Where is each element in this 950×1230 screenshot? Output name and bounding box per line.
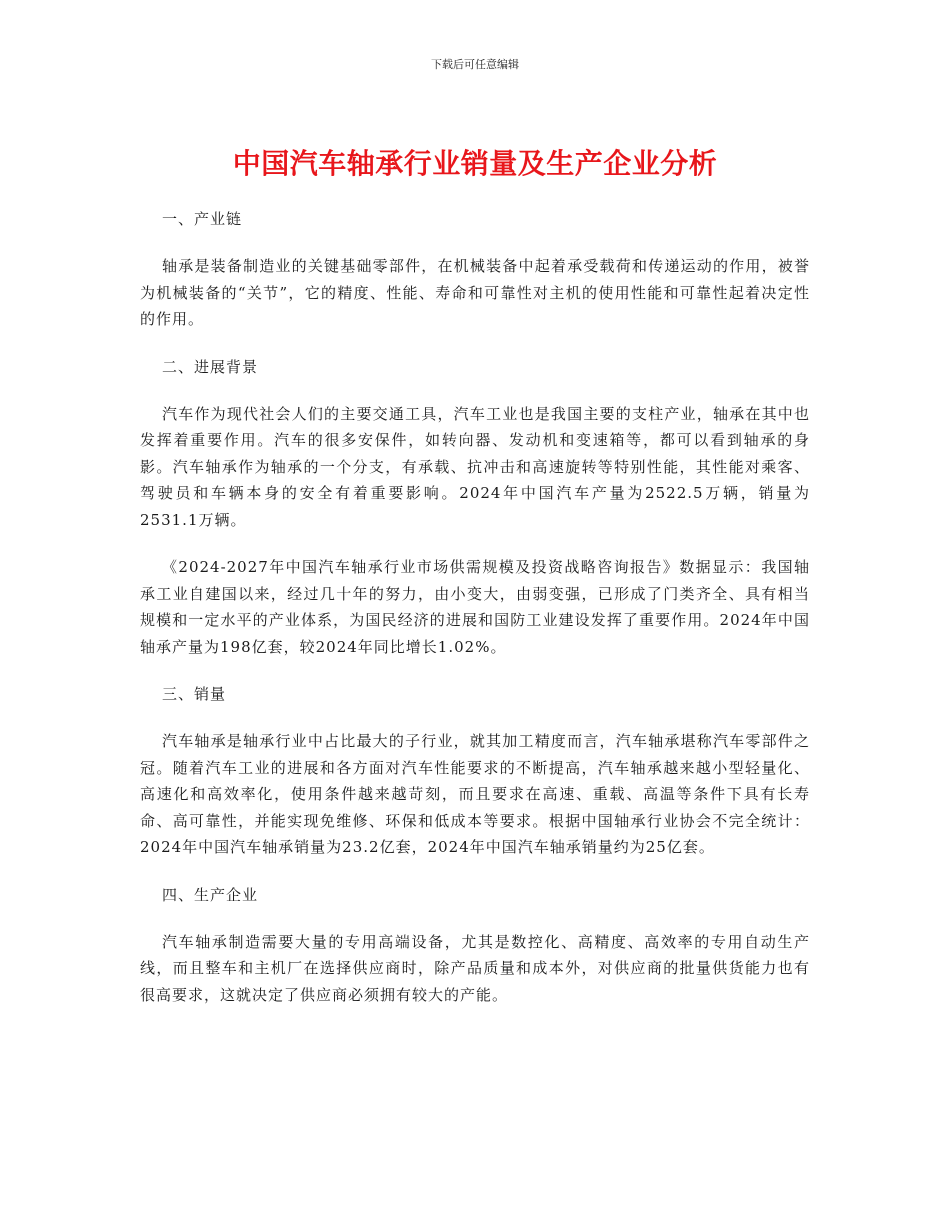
section-industry-chain [140, 206, 810, 333]
paragraph: 《2024-2027年中国汽车轴承行业市场供需规模及投资战略咨询报告》数据显示：我国轴承工业自建国以来，经过几十年的努力，由小变大，由弱变强，已形成了门类齐全、具有相当规模和一定水平的产业体系，为国民经济的进展和国防工业建设发挥了重要作用。2024年中国轴承产量为198亿套，较2024年同比增长1.02%。 [140, 558, 810, 656]
section-heading: 一、产业链 [162, 210, 243, 228]
paragraph: 汽车作为现代社会人们的主要交通工具，汽车工业也是我国主要的支柱产业，轴承在其中也发挥着重要作用。汽车的很多安保件，如转向器、发动机和变速箱等，都可以看到轴承的身影。汽车轴承作为轴承的一个分支，有承载、抗冲击和高速旋转等特别性能，其性能对乘客、驾驶员和车辆本身的安全有着重要影响。2024年中国汽车产量为2522.5万辆，销量为2531.1万辆。 [140, 404, 810, 529]
section-heading: 三、销量 [162, 685, 227, 703]
header-note: 下载后可任意编辑 [431, 58, 519, 71]
section-manufacturers [140, 882, 810, 1009]
page-title: 中国汽车轴承行业销量及生产企业分析 [232, 147, 718, 180]
section-heading: 二、进展背景 [162, 357, 259, 376]
paragraph: 汽车轴承是轴承行业中占比最大的子行业，就其加工精度而言，汽车轴承堪称汽车零部件之冠。随着汽车工业的进展和各方面对汽车性能要求的不断提高，汽车轴承越来越小型轻量化、高速化和高效率化，使用条件越来越苛刻，而且要求在高速、重载、高温等条件下具有长寿命、高可靠性，并能实现免维修、环保和低成本等要求。根据中国轴承行业协会不完全统计：2024年中国汽车轴承销量为23.2亿套，2024年中国汽车轴承销量约为25亿套。 [140, 732, 810, 856]
section-heading: 四、生产企业 [162, 885, 259, 904]
section-sales [140, 681, 810, 861]
paragraph: 汽车轴承制造需要大量的专用高端设备，尤其是数控化、高精度、高效率的专用自动生产线，而且整车和主机厂在选择供应商时，除产品质量和成本外，对供应商的批量供货能力也有很高要求，这就决定了供应商必须拥有较大的产能。 [140, 932, 810, 1004]
paragraph: 轴承是装备制造业的关键基础零部件，在机械装备中起着承受载荷和传递运动的作用，被誉为机械装备的“关节”，它的精度、性能、寿命和可靠性对主机的使用性能和可靠性起着决定性的作用。 [140, 257, 810, 328]
document-body [140, 206, 810, 1029]
section-background [140, 354, 810, 661]
